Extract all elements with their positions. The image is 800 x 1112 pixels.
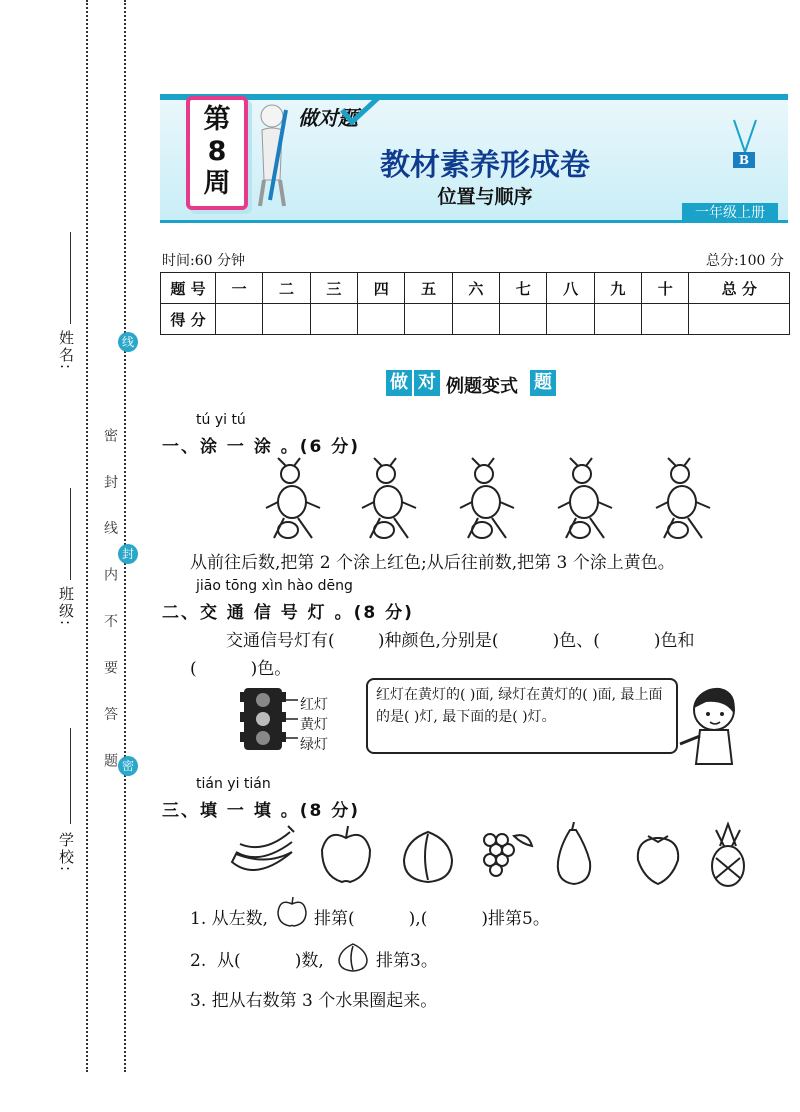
ant-icon	[266, 458, 320, 538]
score-input-cell[interactable]	[216, 304, 263, 335]
week-number: 8	[207, 136, 227, 167]
binding-dotted-line-inner	[124, 0, 126, 1072]
score-table-header-row	[161, 273, 790, 304]
ant-icon	[362, 458, 416, 538]
class-label: 班级:	[57, 586, 75, 628]
score-table-cell: 三	[310, 273, 357, 304]
page-subtitle: 位置与顺序	[437, 186, 533, 208]
q3-item2-prefix: 2. 从( )数,	[190, 951, 324, 971]
peach-small-icon	[336, 940, 370, 972]
ant-icon	[460, 458, 514, 538]
apple-small-icon	[276, 896, 308, 928]
score-table-cell: 九	[594, 273, 641, 304]
page-title: 教材素养形成卷	[380, 148, 590, 183]
school-label: 学校:	[57, 832, 75, 874]
school-blank[interactable]	[70, 728, 71, 824]
seal-mark-mi: 密	[118, 756, 138, 776]
week-char-1: 第	[203, 104, 231, 135]
score-input-cell[interactable]	[689, 304, 790, 335]
score-table-cell: 七	[500, 273, 547, 304]
section-box-3: 题	[530, 370, 556, 396]
week-char-2: 周	[203, 168, 231, 199]
q2-heading: 二、交 通 信 号 灯 。(8 分)	[162, 603, 414, 623]
score-input-cell[interactable]	[547, 304, 594, 335]
strawberry-icon	[638, 836, 678, 884]
score-table-score-row	[161, 304, 790, 335]
score-table	[160, 272, 790, 335]
peach-icon	[404, 832, 452, 882]
red-light-label: 红灯	[300, 697, 328, 713]
name-blank[interactable]	[70, 232, 71, 324]
seal-mark-xian: 线	[118, 332, 138, 352]
grade-label: 一年级上册	[682, 203, 778, 223]
q3-item3: 3. 把从右数第 3 个水果圈起来。	[190, 991, 438, 1011]
seal-mark-feng: 封	[118, 544, 138, 564]
mascot-figure-illustration	[250, 100, 294, 210]
yellow-light-label: 黄灯	[300, 717, 328, 733]
score-input-cell[interactable]	[500, 304, 547, 335]
score-table-cell: 四	[358, 273, 405, 304]
section-title: 例题变式	[446, 376, 518, 397]
q1-pinyin: tú yi tú	[196, 412, 246, 428]
score-table-cell: 得 分	[161, 304, 216, 335]
ant-icon	[558, 458, 612, 538]
q1-heading: 一、涂 一 涂 。(6 分)	[162, 437, 361, 457]
binding-dotted-line-outer	[86, 0, 88, 1072]
pineapple-icon	[712, 824, 744, 886]
pear-icon	[558, 822, 590, 884]
fruit-row-illustration	[226, 822, 756, 888]
score-input-cell[interactable]	[452, 304, 499, 335]
total-score-info: 总分:100 分	[706, 253, 784, 269]
class-blank[interactable]	[70, 488, 71, 580]
banana-icon	[232, 826, 294, 870]
speech-bubble: 红灯在黄灯的( )面, 绿灯在黄灯的( )面, 最上面的是( )灯, 最下面的是( )灯。	[366, 678, 678, 754]
green-light-label: 绿灯	[300, 737, 328, 753]
score-input-cell[interactable]	[594, 304, 641, 335]
score-table-cell: 二	[263, 273, 310, 304]
section-box-2: 对	[414, 370, 440, 396]
seal-warning-text: 密 封 线 内 不 要 答 题	[102, 428, 118, 782]
q3-heading: 三、填 一 填 。(8 分)	[162, 801, 361, 821]
ant-row-illustration	[262, 456, 722, 544]
score-input-cell[interactable]	[310, 304, 357, 335]
version-badge: B	[733, 152, 755, 168]
score-table-cell: 六	[452, 273, 499, 304]
name-label: 姓名:	[57, 330, 75, 372]
check-mark-icon	[340, 96, 380, 126]
traffic-light-icon	[240, 686, 300, 756]
q3-item1-suffix: 排第( ),( )排第5。	[314, 909, 550, 929]
q2-pinyin: jiāo tōng xìn hào dēng	[196, 578, 353, 594]
score-input-cell[interactable]	[642, 304, 689, 335]
q1-instruction: 从前往后数,把第 2 个涂上红色;从后往前数,把第 3 个涂上黄色。	[190, 553, 675, 573]
section-header	[386, 368, 562, 400]
q3-item2-suffix: 排第3。	[376, 951, 438, 971]
badge-hanger-icon	[730, 118, 760, 154]
apple-icon	[322, 826, 370, 882]
score-input-cell[interactable]	[405, 304, 452, 335]
score-table-cell: 八	[547, 273, 594, 304]
q2-line-2: ( )色。	[190, 659, 292, 679]
q3-pinyin: tián yi tián	[196, 776, 271, 792]
q2-line-1: 交通信号灯有( )种颜色,分别是( )色、( )色和	[226, 631, 695, 651]
score-table-cell: 题 号	[161, 273, 216, 304]
section-box-1: 做	[386, 370, 412, 396]
score-table-cell: 十	[642, 273, 689, 304]
time-info: 时间:60 分钟	[162, 253, 245, 269]
score-table-cell: 一	[216, 273, 263, 304]
q3-item1-prefix: 1. 从左数,	[190, 909, 269, 929]
grapes-icon	[484, 834, 532, 876]
ant-icon	[656, 458, 710, 538]
week-card	[186, 96, 248, 210]
brand-logo-text: 做对题	[298, 106, 358, 130]
score-table-cell: 五	[405, 273, 452, 304]
score-input-cell[interactable]	[263, 304, 310, 335]
score-input-cell[interactable]	[358, 304, 405, 335]
girl-pointing-illustration	[676, 680, 746, 768]
score-table-cell: 总 分	[689, 273, 790, 304]
